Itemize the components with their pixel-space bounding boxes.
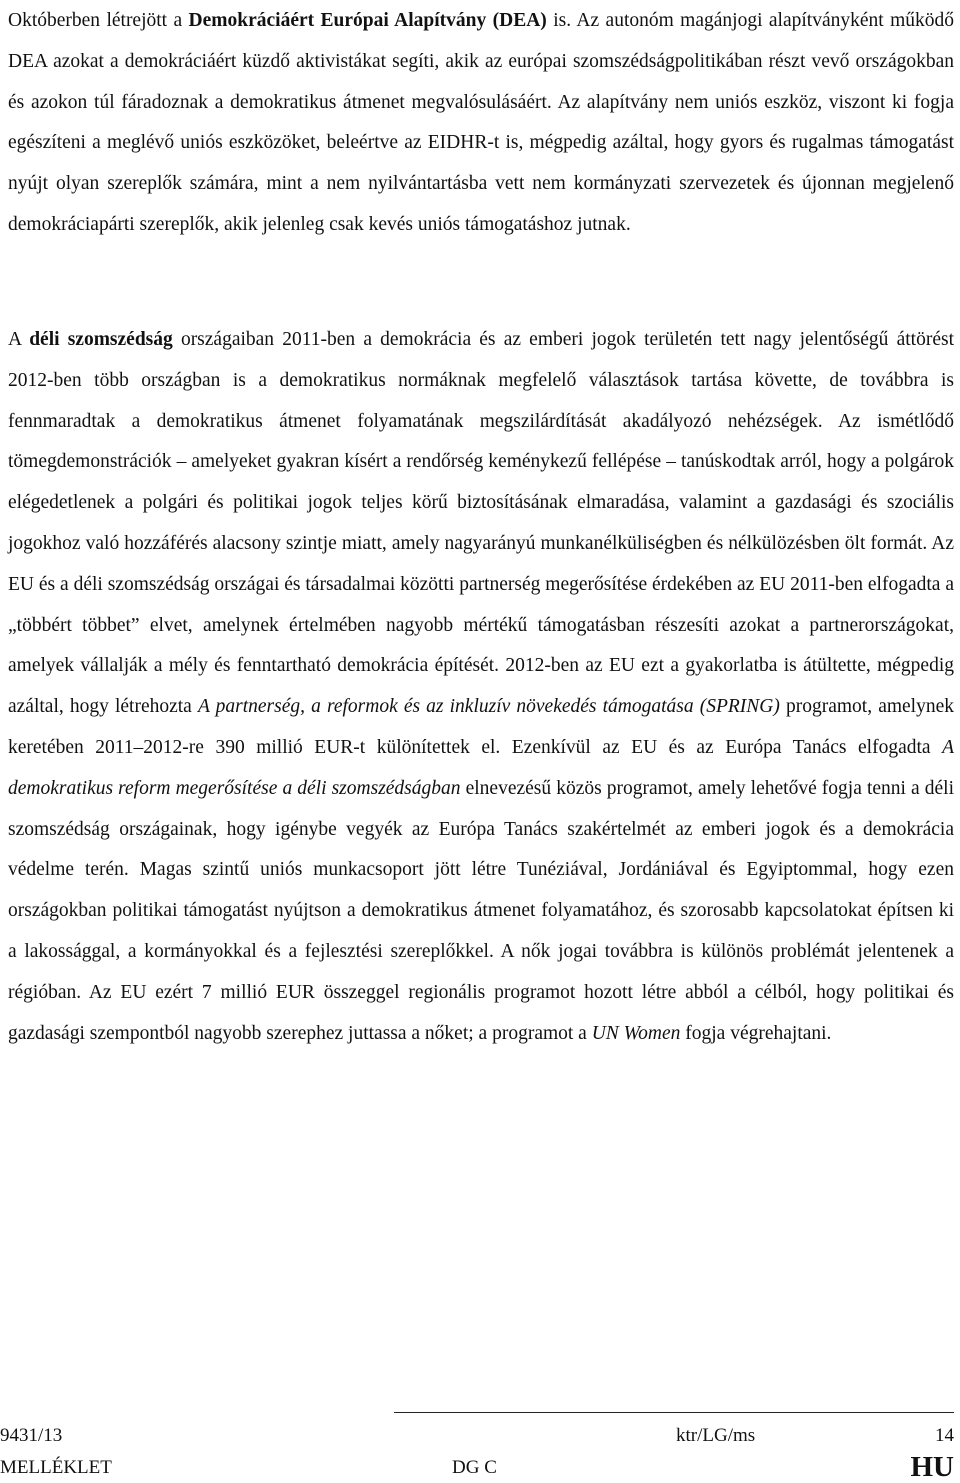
para2-text-e: fogja végrehajtani. [680,1022,832,1044]
para1-text-start: Októberben létrejött a [8,10,189,31]
page-number: 14 [935,1425,954,1446]
para2-text-c: programot, amelynek keretében 2011–2012-re 390 millió EUR-t különítettek el. Ezenkívül az EU és az Európa Tanács elfogadta [8,696,954,758]
document-number: 9431/13 [0,1425,63,1446]
un-women-italic: UN Women [591,1022,681,1044]
paragraph-dea [8,1,954,246]
para2-text-a: A [8,329,30,350]
language-code: HU [910,1451,954,1483]
southern-neighbourhood-bold: déli szomszédság [29,329,173,350]
directorate-general: DG C [452,1457,497,1478]
paragraph-southern-neighbourhood [8,320,954,1054]
author-codes: ktr/LG/ms [676,1425,756,1446]
democratic-reform-programme-italic: A demokratikus reform megerősítése a déli szomszédságban [8,736,954,799]
para2-text-d: elnevezésű közös programot, amely lehetővé fogja tenni a déli szomszédság országainak, hogy igénybe vegyék az Európa Tanács szakértelmét az emberi jogok és a demokrácia védelme terén. Magas szintű uniós munkacsoport jött létre Tunéziával, Jordániával és Egyiptommal, hogy ezen országokban politikai támogatást nyújtson a demokratikus átmenet folyamatához, és szorosabb kapcsolatokat építsen ki a lakossággal, a kormányokkal és a fejlesztési szereplőkkel. A nők jogai továbbra is különös problémát jelentenek a régióban. Az EU ezért 7 millió EUR összeggel regionális programot hozott létre abból a célból, hogy politikai és gazdasági szempontból nagyobb szerephez juttassa a nőket; a programot a [8,777,954,1044]
dea-name-bold: Demokráciáért Európai Alapítvány (DEA) [188,10,547,31]
para1-text-rest: is. Az autonóm magánjogi alapítványként működő DEA azokat a demokráciáért küzdő aktivistákat segíti, akik az európai szomszédságpolitikában részt vevő országokban és azokon túl fáradoznak a demokratikus átmenet megvalósulásáért. Az alapítvány nem uniós eszköz, viszont ki fogja egészíteni a meglévő uniós eszközöket, beleértve az EIDHR-t is, mégpedig azáltal, hogy gyors és rugalmas támogatást nyújt olyan szereplők számára, mint a nem nyilvántartásba vett nem kormányzati szervezetek és újonnan megjelenő demokráciapárti szereplők, akik jelenleg csak kevés uniós támogatáshoz jutnak. [8,10,955,235]
footer-divider [394,1412,954,1413]
para2-text-b: országaiban 2011-ben a demokrácia és az emberi jogok területén tett nagy jelentőségű áttörést 2012-ben több országban is a demokratikus normáknak megfelelő választások tartása követte, de továbbra is fennmaradtak a demokratikus átmenet folyamatának megszilárdítását akadályozó nehézségek. Az ismétlődő tömegdemonstrációk – amelyeket gyakran kísért a rendőrség keménykezű fellépése – tanúskodtak arról, hogy a polgárok elégedetlenek a polgári és politikai jogok teljes körű biztosításának elmaradása, valamint a gazdasági és szociális jogokhoz való hozzáférés alacsony szintje miatt, amely nagyarányú munkanélküliségben és nélkülözésben ölt formát. Az EU és a déli szomszédság országai és társadalmai közötti partnerség megerősítése érdekében az EU 2011-ben elfogadta a „többért többet” elvet, amelynek értelmében nagyobb mértékű támogatásban részesíti azokat a partnerországokat, amelyek vállalják a mély és fenntartható demokrácia építését. 2012-ben az EU ezt a gyakorlatba is átültette, mégpedig azáltal, hogy létrehozta [8,329,954,718]
annex-label: MELLÉKLET [0,1457,112,1478]
spring-programme-italic: A partnerség, a reformok és az inkluzív növekedés támogatása (SPRING) [197,696,780,718]
